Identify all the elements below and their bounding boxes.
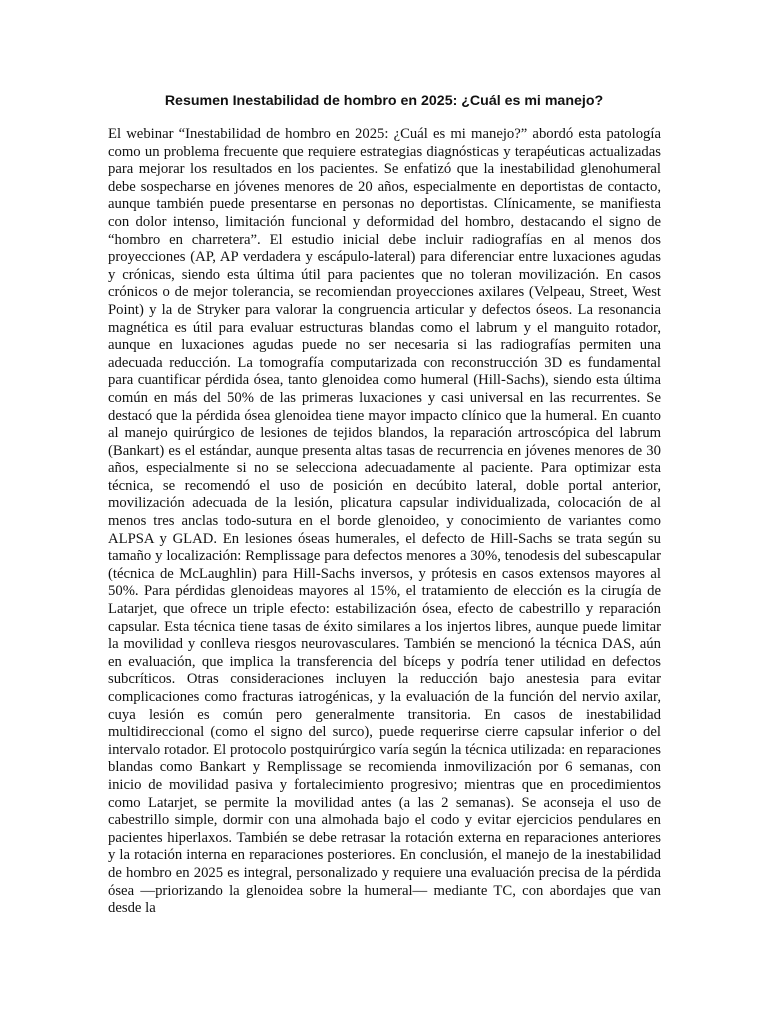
document-body-paragraph: El webinar “Inestabilidad de hombro en 2025: ¿Cuál es mi manejo?” abordó esta patología como un problema frecuente que requiere estrategias diagnósticas y terapéuticas actualizadas para mejorar los resultados en los pacientes. Se enfatizó que la inestabilidad glenohumeral debe sospecharse en jóvenes menores de 20 años, especialmente en deportistas de contacto, aunque también puede presentarse en personas no deportistas. Clínicamente, se manifiesta con dolor intenso, limitación funcional y deformidad del hombro, destacando el signo de “hombro en charretera”. El estudio inicial debe incluir radiografías en al menos dos proyecciones (AP, AP verdadera y escápulo-lateral) para diferenciar entre luxaciones agudas y crónicas, siendo esta última útil para pacientes que no toleran movilización. En casos crónicos o de mejor tolerancia, se recomiendan proyecciones axilares (Velpeau, Street, West Point) y la de Stryker para valorar la congruencia articular y defectos óseos. La resonancia magnética es útil para evaluar estructuras blandas como el labrum y el manguito rotador, aunque en luxaciones agudas puede no ser necesaria si las radiografías permiten una adecuada reducción. La tomografía computarizada con reconstrucción 3D es fundamental para cuantificar pérdida ósea, tanto glenoidea como humeral (Hill-Sachs), siendo esta última común en más del 50% de las primeras luxaciones y casi universal en las recurrentes. Se destacó que la pérdida ósea glenoidea tiene mayor impacto clínico que la humeral. En cuanto al manejo quirúrgico de lesiones de tejidos blandos, la reparación artroscópica del labrum (Bankart) es el estándar, aunque presenta altas tasas de recurrencia en jóvenes menores de 30 años, especialmente si no se selecciona adecuadamente al paciente. Para optimizar esta técnica, se recomendó el uso de posición en decúbito lateral, doble portal anterior, movilización adecuada de la lesión, plicatura capsular individualizada, colocación de al menos tres anclas todo-sutura en el borde glenoideo, y conocimiento de variantes como ALPSA y GLAD. En lesiones óseas humerales, el defecto de Hill-Sachs se trata según su tamaño y localización: Remplissage para defectos menores a 30%, tenodesis del subescapular (técnica de McLaughlin) para Hill-Sachs inversos, y prótesis en casos extensos mayores al 50%. Para pérdidas glenoideas mayores al 15%, el tratamiento de elección es la cirugía de Latarjet, que ofrece un triple efecto: estabilización ósea, efecto de cabestrillo y reparación capsular. Esta técnica tiene tasas de éxito similares a los injertos libres, aunque puede limitar la movilidad y conlleva riesgos neurovasculares. También se mencionó la técnica DAS, aún en evaluación, que implica la transferencia del bíceps y podría tener utilidad en defectos subcríticos. Otras consideraciones incluyen la reducción bajo anestesia para evitar complicaciones como fracturas iatrogénicas, y la evaluación de la función del nervio axilar, cuya lesión es común pero generalmente transitoria. En casos de inestabilidad multidireccional (como el signo del surco), puede requerirse cierre capsular inferior o del intervalo rotador. El protocolo postquirúrgico varía según la técnica utilizada: en reparaciones blandas como Bankart y Remplissage se recomienda inmovilización por 6 semanas, con inicio de movilidad pasiva y fortalecimiento progresivo; mientras que en procedimientos como Latarjet, se permite la movilidad antes (a las 2 semanas). Se aconseja el uso de cabestrillo simple, dormir con una almohada bajo el codo y evitar ejercicios pendulares en pacientes hiperlaxos. También se debe retrasar la rotación externa en reparaciones anteriores y la rotación interna en reparaciones posteriores. En conclusión, el manejo de la inestabilidad de hombro en 2025 es integral, personalizado y requiere una evaluación precisa de la pérdida ósea —priorizando la glenoidea sobre la humeral— mediante TC, con abordajes que van desde la <box>108 126 661 917</box>
document-title: Resumen Inestabilidad de hombro en 2025: ¿Cuál es mi manejo? <box>164 93 604 109</box>
